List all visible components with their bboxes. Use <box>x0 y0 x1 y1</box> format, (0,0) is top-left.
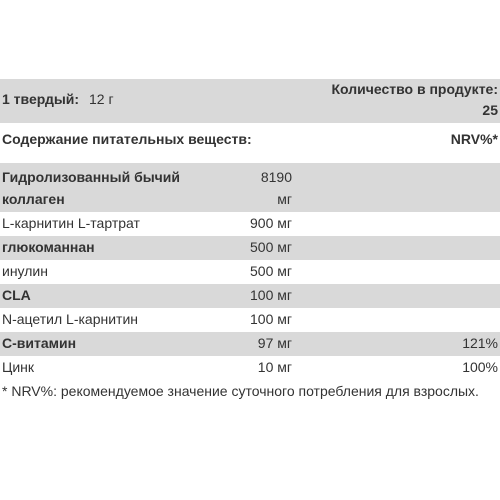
table-row <box>0 356 500 380</box>
nrv-footnote: * NRV%: рекомендуемое значение суточного потребления для взрослых. <box>2 383 479 399</box>
nutrient-name: C-витамин <box>2 335 77 351</box>
nutrient-name: глюкоманнан <box>2 239 95 255</box>
nutrient-name: инулин <box>2 263 48 279</box>
table-row <box>0 163 500 212</box>
nutrient-name: N-ацетил L-карнитин <box>2 311 139 327</box>
quantity-value: 25 <box>482 102 498 118</box>
nutrient-amount: 10 мг <box>257 359 292 375</box>
nutrition-table <box>0 79 500 380</box>
nutrient-amount: 8190 <box>260 169 292 185</box>
nutrient-amount: 100 мг <box>250 287 292 303</box>
nutrient-amount: 97 мг <box>257 335 292 351</box>
table-row <box>0 236 500 260</box>
nutrient-amount: 500 мг <box>250 263 292 279</box>
nrv-label: NRV%* <box>450 131 498 147</box>
serving-size: 12 г <box>89 91 114 107</box>
quantity-label: Количество в продукте: <box>331 81 498 97</box>
serving-label: 1 твердый: <box>2 91 80 107</box>
table-row <box>0 332 500 356</box>
table-row <box>0 212 500 236</box>
content-label: Содержание питательных веществ: <box>2 131 252 147</box>
nutrient-nrv: 100% <box>462 359 498 375</box>
table-row <box>0 308 500 332</box>
table-row <box>0 284 500 308</box>
nutrient-name: L-карнитин L-тартрат <box>2 215 140 231</box>
nutrient-name-cont: коллаген <box>2 191 65 207</box>
table-row <box>0 260 500 284</box>
nutrient-amount-unit: мг <box>277 191 292 207</box>
nutrient-name: CLA <box>2 287 31 303</box>
header-row <box>0 79 500 123</box>
nutrient-amount: 900 мг <box>250 215 292 231</box>
nutrient-nrv: 121% <box>462 335 498 351</box>
subheader-row <box>0 123 500 159</box>
nutrient-amount: 500 мг <box>250 239 292 255</box>
nutrient-name: Гидролизованный бычий <box>2 169 181 185</box>
nutrient-amount: 100 мг <box>250 311 292 327</box>
nutrient-name: Цинк <box>2 359 35 375</box>
